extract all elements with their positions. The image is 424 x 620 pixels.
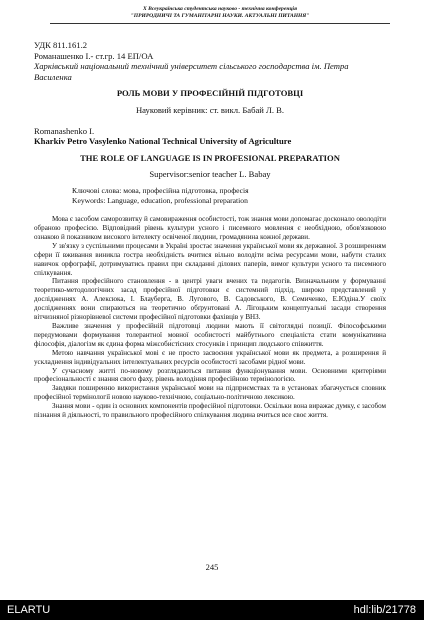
affiliation-ua: Харківський національний технічний університет сільського господарства ім. Петра Василенка: [34, 61, 349, 82]
article-body: [34, 215, 386, 420]
title-en: THE ROLE OF LANGUAGE IS IN PROFESIONAL PREPARATION: [80, 152, 340, 163]
body-paragraph-4: Важливе значення у професійній підготовці людини мають її світоглядні позиції. Філософськими передумовами формування толерантної мовної особистості майбутнього спеціаліста стати комунікативна філософія, діалогізм як єдина форма міжсоби́стісних стосунків і принцип людського співжиття.: [34, 322, 386, 348]
conference-header-line2: "ПРИРОДНИЧІ ТА ГУМАНІТАРНІ НАУКИ. АКТУАЛЬНІ ПИТАННЯ": [130, 13, 310, 19]
body-paragraph-1: Мова є засобом саморозвитку й самовираження особистості, тож знання мови допомагає досконало оволодіти обраною професією. Відповідний рівень культури усного і писемного мовлення є необхідною, обов'язковою ознакою й показником високого інтелекту освіченої людини, громадянина кожної держави.: [34, 215, 386, 241]
affiliation-en: Kharkiv Petro Vasylenko National Technical University of Agriculture: [34, 136, 292, 147]
udc-code: УДК 811.161.2: [34, 40, 88, 50]
body-paragraph-8: Знання мови - один із основних компонентів професійної підготовки. Оскільки вона виражає думку, є засобом пізнання й діяльності, то правильного професійного спілкування людина вчиться все своє життя.: [34, 402, 386, 420]
handle-identifier[interactable]: hdl:lib/21778: [353, 604, 416, 616]
supervisor-ua: Науковий керівник: ст. викл. Бабай Л. В.: [135, 104, 285, 115]
body-paragraph-6: У сучасному житті по-новому розглядаються питання функціонування мови. Основними критеріями професіональності є знання свого фаху, рівень володіння професійною термінологією.: [34, 366, 386, 384]
conference-header-line1: X Всеукраїнська студентська науково - технічна конференція: [143, 6, 297, 12]
page-number: 245: [205, 562, 219, 572]
supervisor-en: Supervisor:senior teacher L. Babay: [149, 169, 271, 180]
body-paragraph-3: Питання професійного становлення - в центрі уваги вчених та педагогів. Визначальним у формуванні теоретико-методологічних засад професійної підготовки є системний підхід, широко представлений у дослідженнях А. Алексюка, І. Блауберга, В. Лугового, В. Садовського, В. Семиченко, Е.Юдіна.У своїх дослідженнях вони спираються на теоретично обґрунтовані А. Лігоцьким концептуальні засади створення вітчизняної різнорівневої системи професійної підготовки фахівців у ВНЗ.: [34, 277, 386, 322]
body-paragraph-5: Метою навчання української мові є не просто засвоєння української мови як предмета, а розширення й ускладнення індивідуальних інтелектуальних ресурсів особистості засобами рідної мови.: [34, 348, 386, 366]
author-ua: Романашенко І.- ст.гр. 14 ЕП/ОА: [34, 50, 154, 61]
body-paragraph-2: У зв'язку з суспільними процесами в Україні зростає значення української мови як державної. З розширенням сфери її вживання виникла гостра необхідність вчитися вільно володіти всіма ресурсами мови, набути сталих навичок орфографії, дотримуватись правил при складанні ділових паперів, вимог культури усного та писемного спілкування.: [34, 241, 386, 277]
body-paragraph-7: Завдяки поширенню використання української мови на підприємствах та в установах збагачується словник професійної термінології новою науково-технічною, соціально-політичною лексикою.: [34, 384, 386, 402]
repository-name: ELARTU: [7, 604, 51, 616]
title-ua: РОЛЬ МОВИ У ПРОФЕСІЙНІЙ ПІДГОТОВЦІ: [116, 88, 304, 99]
article: [34, 40, 386, 420]
conference-header: [50, 6, 390, 24]
repository-footer: [0, 600, 424, 620]
author-en: Romanashenko I.: [34, 125, 95, 136]
keywords-ua: Ключові слова: мова, професійна підготовка, професія: [72, 185, 249, 195]
keywords-en: Keywords: Language, education, professional preparation: [72, 195, 248, 205]
